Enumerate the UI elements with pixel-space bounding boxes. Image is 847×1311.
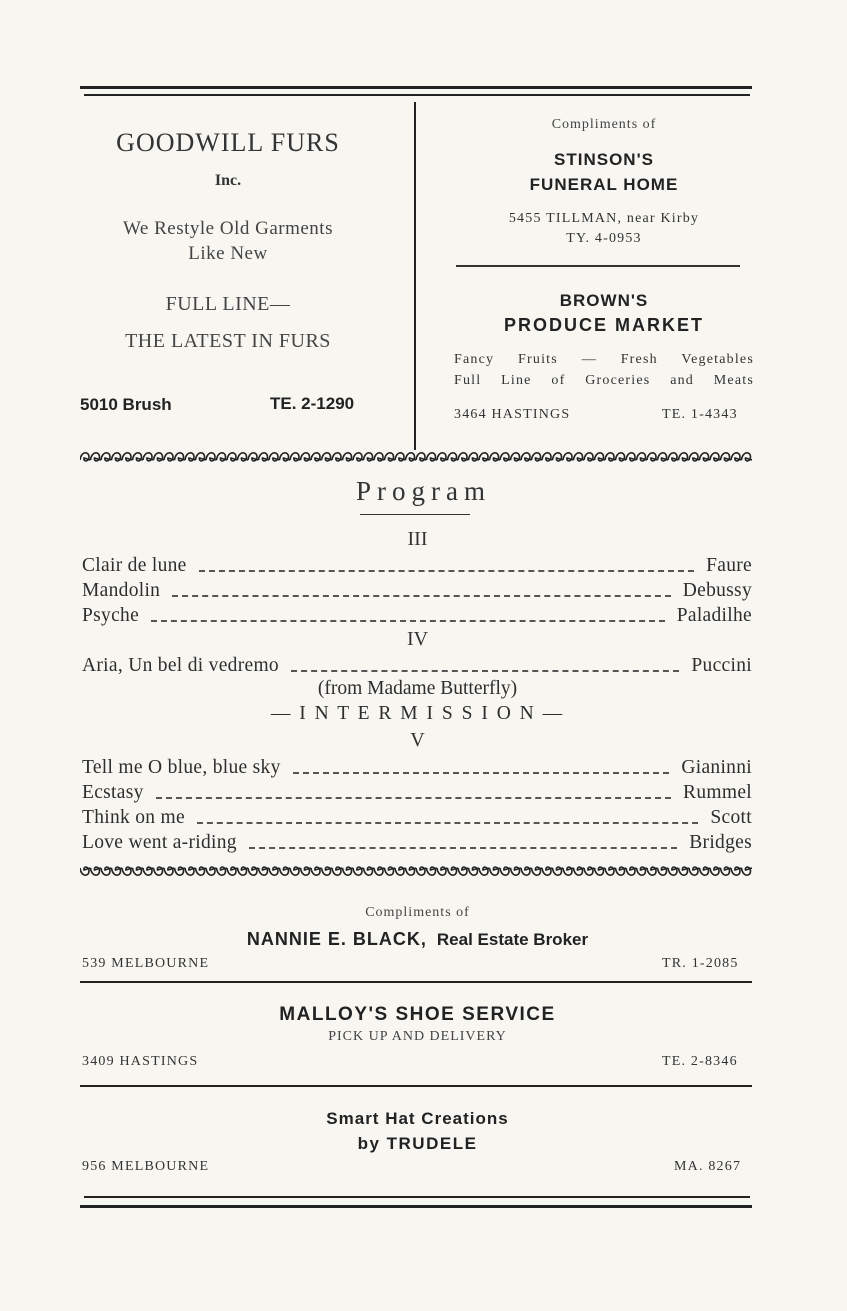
program-item-composer: Puccini	[691, 655, 752, 676]
program-item-composer: Scott	[710, 807, 752, 828]
program-item-title: Aria, Un bel di vedremo	[82, 655, 279, 676]
stinsons-compliments: Compliments of	[551, 117, 657, 132]
program-item-title: Ecstasy	[82, 782, 144, 803]
goodwill-suffix: Inc.	[214, 172, 242, 189]
program-item	[82, 601, 752, 627]
top-rule-thick	[80, 86, 752, 89]
stinsons-name-1: STINSON'S	[554, 150, 654, 169]
program-item-title: Psyche	[82, 605, 140, 626]
intermission-label: — I N T E R M I S S I O N —	[270, 703, 565, 724]
stinsons-name-2: FUNERAL HOME	[529, 175, 679, 194]
black-heading	[0, 929, 835, 950]
bottom-rule-thick	[80, 1205, 752, 1208]
program-item-composer: Rummel	[683, 782, 752, 803]
program-item	[82, 803, 752, 829]
program-item-title: Think on me	[82, 807, 185, 828]
stinsons-phone: TY. 4-0953	[566, 231, 642, 246]
goodwill-address: 5010 Brush	[80, 395, 172, 414]
goodwill-line-2: THE LATEST IN FURS	[125, 330, 331, 352]
program-item-title: Mandolin	[82, 580, 161, 601]
black-phone: TR. 1-2085	[662, 956, 739, 971]
trudele-line-2: by TRUDELE	[357, 1134, 478, 1153]
program-item-composer: Bridges	[689, 832, 752, 853]
program-item	[82, 753, 752, 779]
dotted-leader	[151, 620, 665, 622]
top-rule-thin	[84, 94, 750, 96]
separator-rule	[80, 981, 752, 983]
black-address: 539 MELBOURNE	[82, 956, 210, 971]
browns-name-1: BROWN'S	[559, 291, 649, 310]
program-item	[82, 576, 752, 602]
malloy-address: 3409 HASTINGS	[82, 1054, 199, 1069]
malloy-phone: TE. 2-8346	[662, 1054, 738, 1069]
program-item-note: (from Madame Butterfly)	[317, 678, 518, 699]
malloy-tagline: PICK UP AND DELIVERY	[328, 1029, 507, 1044]
black-name: NANNIE E. BLACK,	[246, 929, 427, 949]
trudele-phone: MA. 8267	[674, 1159, 742, 1174]
browns-name-2: PRODUCE MARKET	[503, 315, 704, 335]
program-item	[82, 778, 752, 804]
dotted-leader	[172, 595, 671, 597]
dotted-leader	[197, 822, 698, 824]
dotted-leader	[291, 670, 679, 672]
browns-tagline-2: Full Line of Groceries and Meats	[454, 373, 754, 388]
browns-address: 3464 HASTINGS	[454, 407, 571, 422]
right-ad-separator	[456, 265, 740, 267]
program-title: Program	[356, 476, 491, 506]
section-numeral-iv: IV	[406, 628, 429, 650]
scalloped-border-top	[80, 450, 752, 464]
program-item-composer: Debussy	[682, 580, 752, 601]
goodwill-tagline-2: Like New	[188, 243, 268, 264]
program-item-title: Love went a-riding	[82, 832, 237, 853]
separator-rule	[80, 1085, 752, 1087]
malloy-name: MALLOY'S SHOE SERVICE	[279, 1004, 556, 1025]
black-title: Real Estate Broker	[436, 930, 589, 949]
goodwill-tagline-1: We Restyle Old Garments	[123, 218, 333, 239]
section-numeral-v: V	[410, 729, 425, 751]
scalloped-border-bottom	[80, 864, 752, 878]
program-item-title: Tell me O blue, blue sky	[82, 757, 281, 778]
dotted-leader	[249, 847, 677, 849]
black-compliments: Compliments of	[365, 905, 470, 920]
program-title-underline	[360, 514, 470, 515]
browns-phone: TE. 1-4343	[662, 407, 738, 422]
program-item	[82, 828, 752, 854]
bottom-rule-thin	[84, 1196, 750, 1198]
dotted-leader	[293, 772, 670, 774]
dotted-leader	[199, 570, 694, 572]
browns-tagline-1: Fancy Fruits — Fresh Vegetables	[454, 352, 754, 367]
program-item-title: Clair de lune	[82, 555, 187, 576]
program-item-composer: Gianinni	[681, 757, 752, 778]
goodwill-phone: TE. 2-1290	[270, 394, 355, 413]
goodwill-name: GOODWILL FURS	[116, 128, 340, 157]
ad-column-divider	[414, 102, 416, 450]
stinsons-address: 5455 TILLMAN, near Kirby	[508, 211, 700, 226]
program-item-composer: Faure	[706, 555, 752, 576]
trudele-address: 956 MELBOURNE	[82, 1159, 210, 1174]
program-item	[82, 551, 752, 577]
program-item	[82, 651, 752, 677]
dotted-leader	[156, 797, 671, 799]
section-numeral-iii: III	[407, 528, 428, 550]
program-item-composer: Paladilhe	[676, 605, 752, 626]
trudele-line-1: Smart Hat Creations	[326, 1109, 509, 1128]
goodwill-line-1: FULL LINE—	[165, 293, 291, 315]
